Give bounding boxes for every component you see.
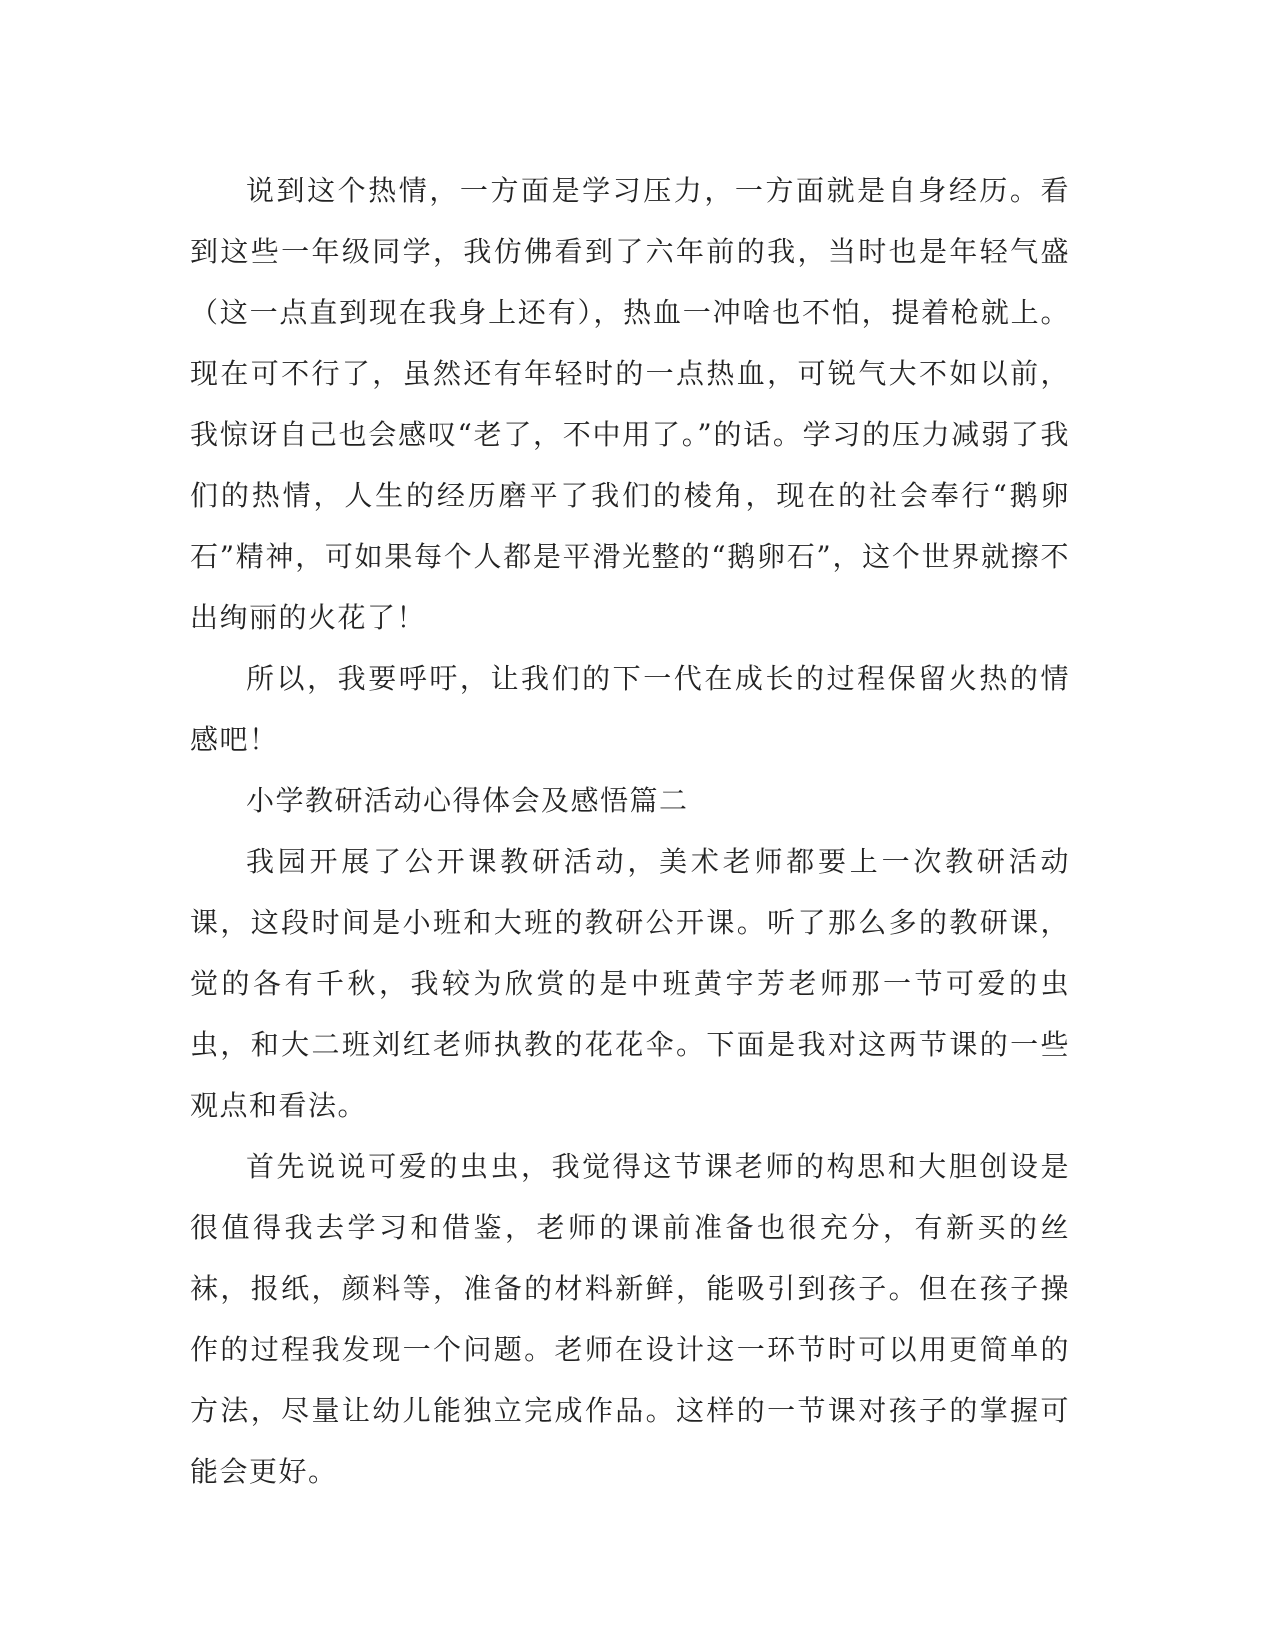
- section-heading: 小学教研活动心得体会及感悟篇二: [246, 784, 689, 817]
- paragraph-enthusiasm: 说到这个热情，一方面是学习压力，一方面就是自身经历。看到这些一年级同学，我仿佛看到了六年前的我，当时也是年轻气盛（这一点直到现在我身上还有），热血一冲啥也不怕，提着枪就上。现在可不行了，虽然还有年轻时的一点热血，可锐气大不如以前，我惊讶自己也会感叹“老了，不中用了。”的话。学习的压力减弱了我们的热情，人生的经历磨平了我们的棱角，现在的社会奉行“鹅卵石”精神，可如果每个人都是平滑光整的“鹅卵石”，这个世界就擦不出绚丽的火花了！: [190, 174, 1070, 634]
- paragraph-appeal: 所以，我要呼吁，让我们的下一代在成长的过程保留火热的情感吧！: [190, 662, 1070, 756]
- paragraph-open-class: 我园开展了公开课教研活动，美术老师都要上一次教研活动课，这段时间是小班和大班的教研公开课。听了那么多的教研课，觉的各有千秋，我较为欣赏的是中班黄宇芳老师那一节可爱的虫虫，和大二班刘红老师执教的花花伞。下面是我对这两节课的一些观点和看法。: [190, 845, 1070, 1122]
- document-page: [190, 160, 1070, 1502]
- paragraph-cute-bugs: 首先说说可爱的虫虫，我觉得这节课老师的构思和大胆创设是很值得我去学习和借鉴，老师的课前准备也很充分，有新买的丝袜，报纸，颜料等，准备的材料新鲜，能吸引到孩子。但在孩子操作的过程我发现一个问题。老师在设计这一环节时可以用更简单的方法，尽量让幼儿能独立完成作品。这样的一节课对孩子的掌握可能会更好。: [190, 1150, 1070, 1488]
